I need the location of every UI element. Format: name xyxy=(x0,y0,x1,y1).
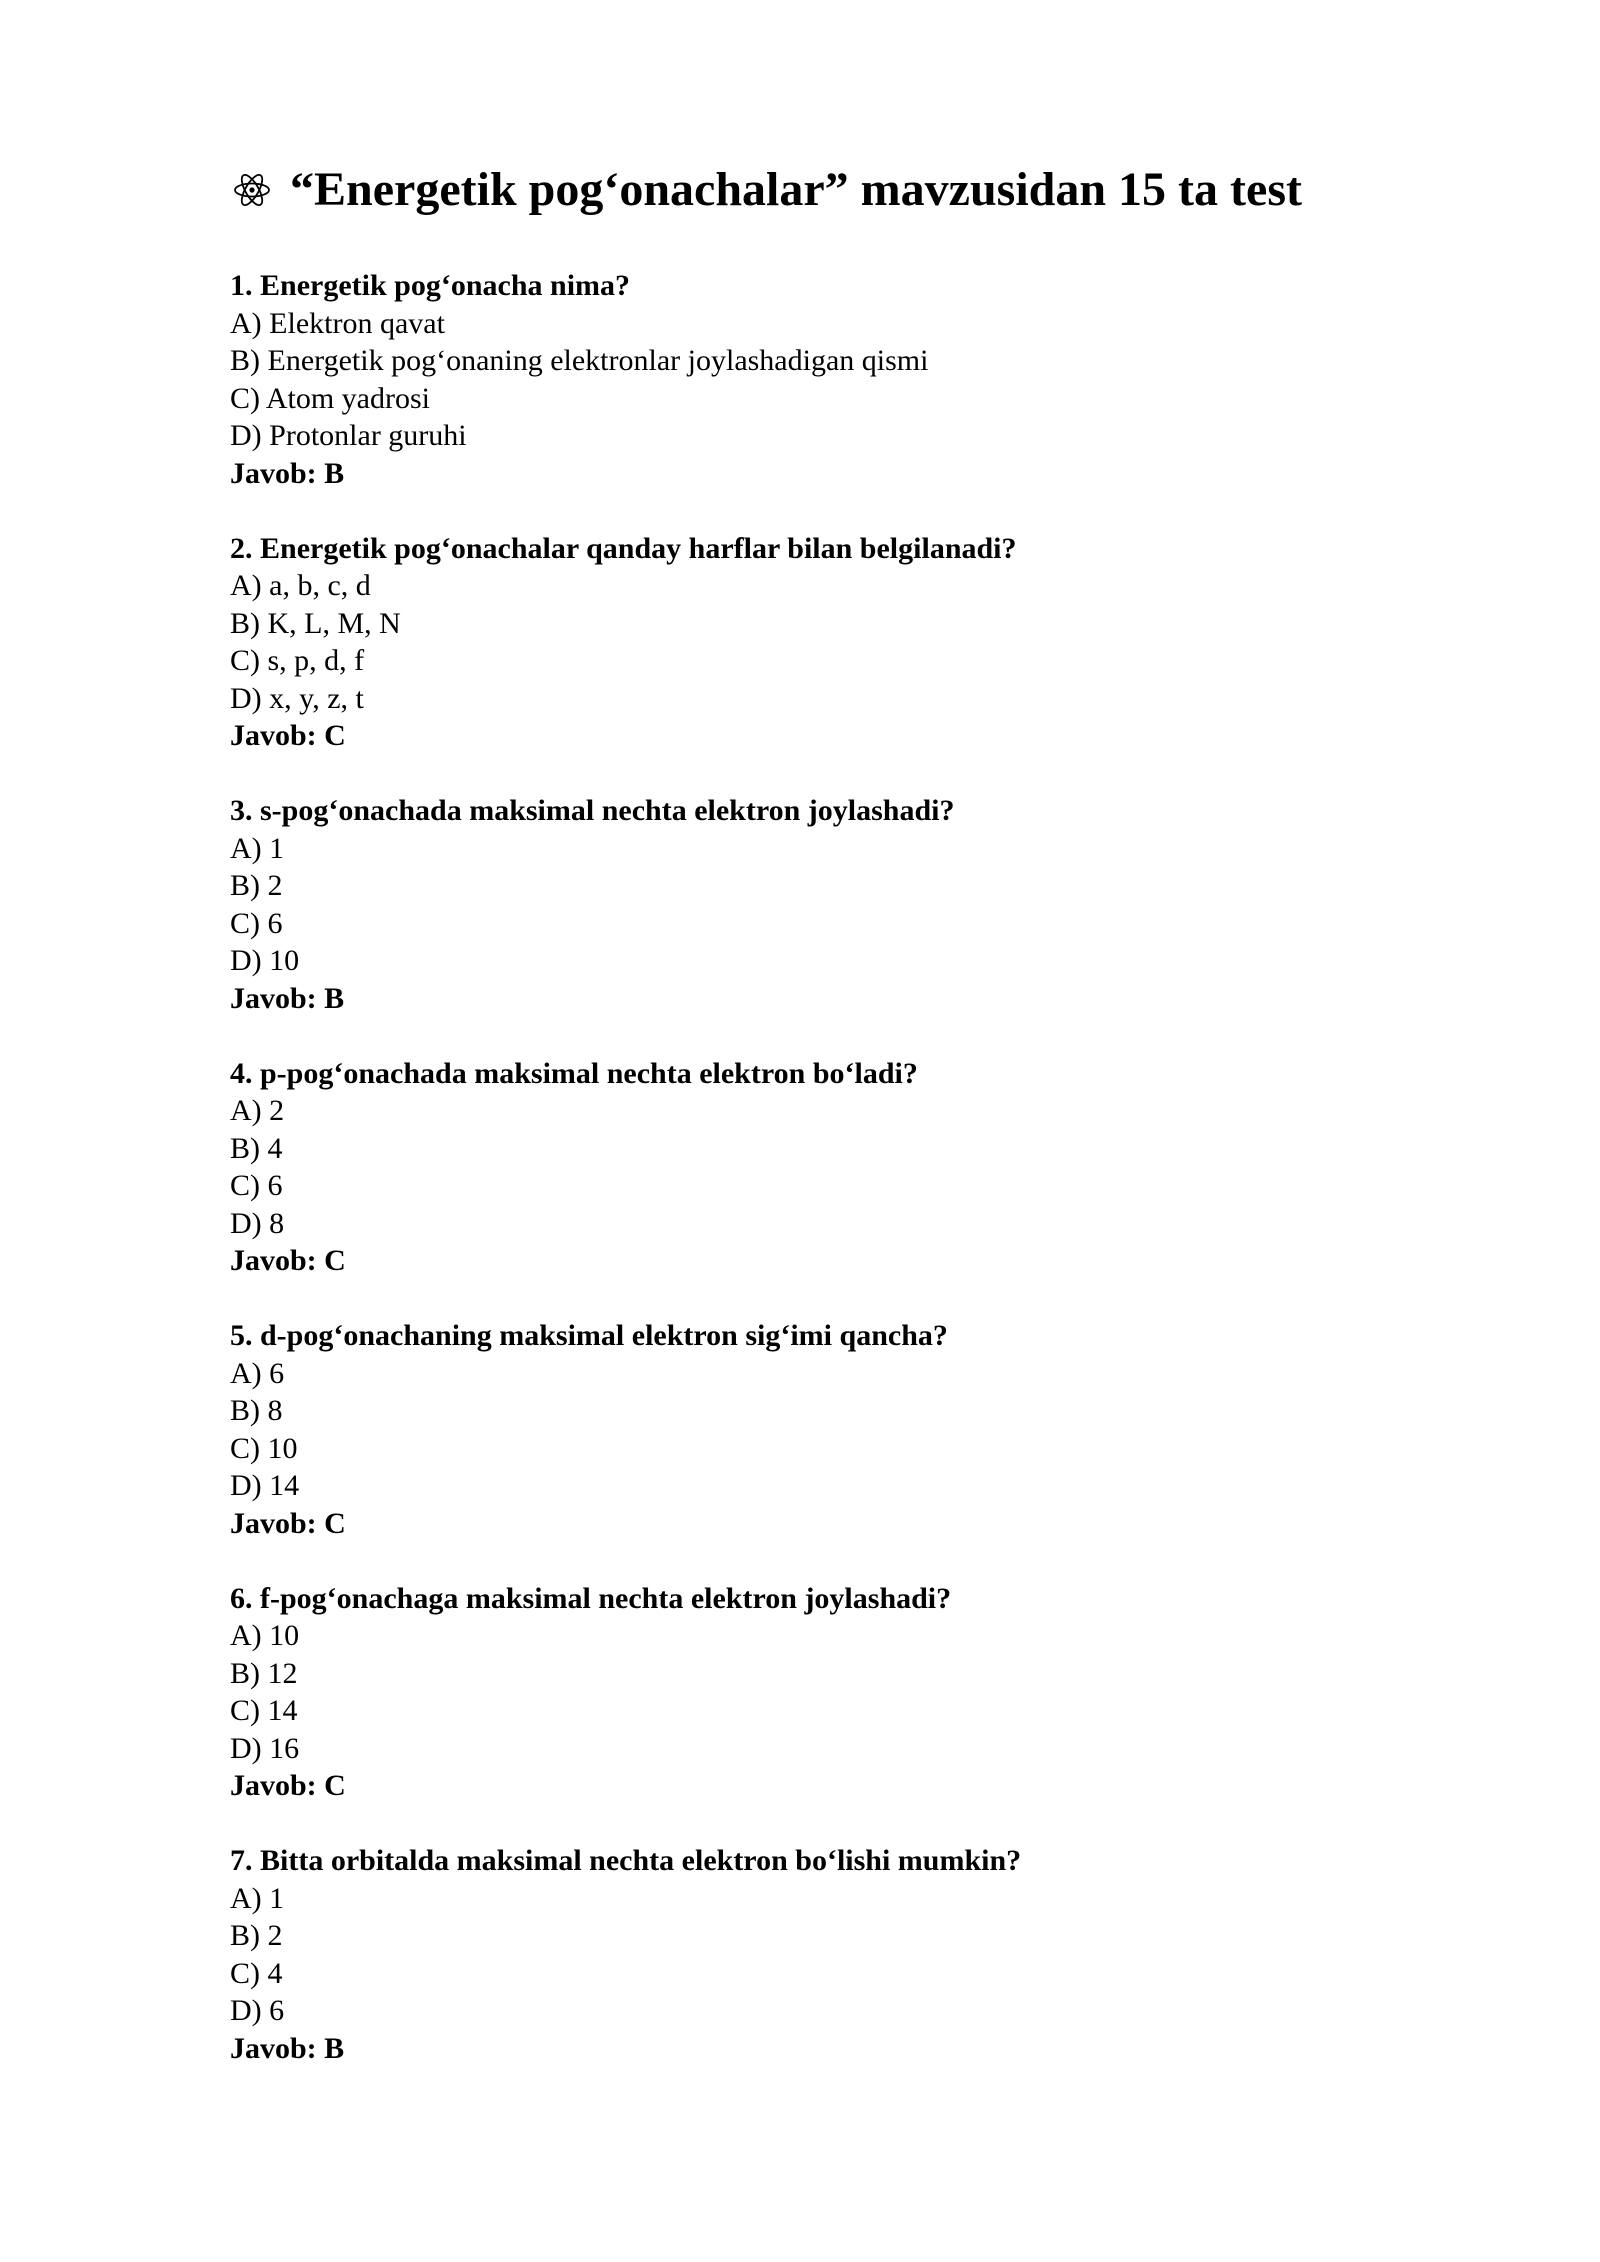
answer-option: A) 1 xyxy=(230,1881,285,1915)
question-text: 6. f-pog‘onachaga maksimal nechta elektron joylashadi? xyxy=(230,1581,952,1615)
answer-option: D) Protonlar guruhi xyxy=(230,419,467,452)
question-block xyxy=(230,1055,1430,1280)
question-block xyxy=(230,530,1430,755)
answer-option: D) 8 xyxy=(230,1206,285,1240)
question-block xyxy=(230,1842,1430,2067)
question-block xyxy=(230,1317,1430,1542)
page-title xyxy=(230,150,1430,230)
answer-option: B) 12 xyxy=(230,1656,298,1690)
correct-answer: Javob: B xyxy=(230,2031,345,2065)
answer-option: C) 10 xyxy=(230,1431,298,1465)
atom-icon xyxy=(232,170,272,210)
answer-option: B) 2 xyxy=(230,869,283,902)
question-text: 5. d-pog‘onachaning maksimal elektron sig‘imi qancha? xyxy=(230,1319,948,1352)
answer-option: B) 4 xyxy=(230,1131,283,1165)
answer-option: B) Energetik pog‘onaning elektronlar joylashadigan qismi xyxy=(230,344,929,377)
answer-option: B) 8 xyxy=(230,1394,283,1427)
question-text: 4. p-pog‘onachada maksimal nechta elektron bo‘ladi? xyxy=(230,1056,918,1090)
correct-answer: Javob: C xyxy=(230,719,346,752)
answer-option: C) 4 xyxy=(230,1956,283,1990)
correct-answer: Javob: B xyxy=(230,456,345,490)
question-text: 2. Energetik pog‘onachalar qanday harflar bilan belgilanadi? xyxy=(230,531,1017,565)
question-text: 3. s-pog‘onachada maksimal nechta elektron joylashadi? xyxy=(230,794,955,827)
answer-option: D) x, y, z, t xyxy=(230,681,364,715)
answer-option: D) 10 xyxy=(230,944,300,977)
answer-option: D) 16 xyxy=(230,1731,300,1765)
answer-option: B) 2 xyxy=(230,1919,283,1952)
answer-option: A) a, b, c, d xyxy=(230,569,371,602)
answer-option: A) 6 xyxy=(230,1356,285,1390)
answer-option: C) 6 xyxy=(230,906,283,940)
correct-answer: Javob: C xyxy=(230,1769,346,1802)
question-block xyxy=(230,1580,1430,1805)
answer-option: D) 14 xyxy=(230,1469,300,1502)
answer-option: A) 1 xyxy=(230,831,285,865)
question-text: 1. Energetik pog‘onacha nima? xyxy=(230,269,631,302)
correct-answer: Javob: C xyxy=(230,1506,346,1540)
answer-option: C) s, p, d, f xyxy=(230,644,365,677)
answer-option: D) 6 xyxy=(230,1994,285,2027)
correct-answer: Javob: C xyxy=(230,1244,346,1277)
correct-answer: Javob: B xyxy=(230,981,345,1015)
title-text: “Energetik pog‘onachalar” mavzusidan 15 ta test xyxy=(290,163,1302,216)
document-page xyxy=(230,150,1430,2105)
answer-option: A) 2 xyxy=(230,1094,285,1127)
question-list xyxy=(230,267,1430,2067)
question-text: 7. Bitta orbitalda maksimal nechta elektron bo‘lishi mumkin? xyxy=(230,1844,1022,1877)
answer-option: C) Atom yadrosi xyxy=(230,381,430,415)
answer-option: A) Elektron qavat xyxy=(230,306,445,340)
question-block xyxy=(230,792,1430,1017)
answer-option: C) 6 xyxy=(230,1169,283,1202)
answer-option: A) 10 xyxy=(230,1619,300,1652)
answer-option: B) K, L, M, N xyxy=(230,606,401,640)
question-block xyxy=(230,267,1430,492)
answer-option: C) 14 xyxy=(230,1694,298,1727)
